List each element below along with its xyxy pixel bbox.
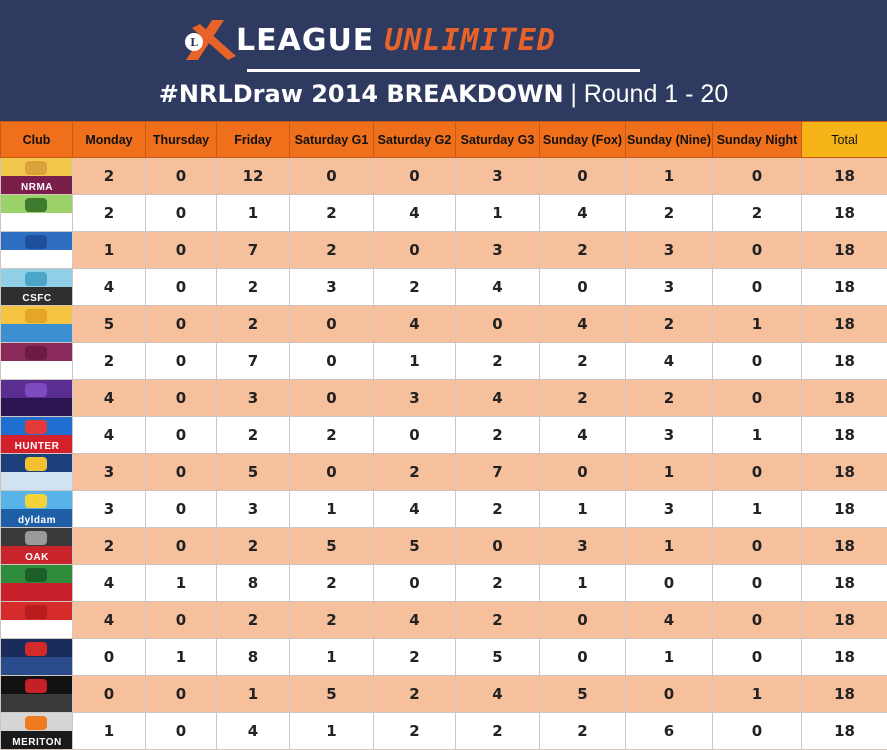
- club-cell: [1, 269, 73, 306]
- club-emblem-icon: [25, 272, 47, 286]
- value-cell: 1: [540, 491, 626, 528]
- value-cell: 0: [713, 602, 802, 639]
- value-cell: 2: [456, 491, 540, 528]
- club-emblem-icon: [25, 568, 47, 582]
- value-cell: 5: [540, 676, 626, 713]
- rabbitohs-logo: [1, 565, 73, 601]
- value-cell: 0: [713, 528, 802, 565]
- value-cell: 1: [73, 232, 146, 269]
- value-cell: 3: [626, 232, 713, 269]
- value-cell: 4: [217, 713, 290, 750]
- value-cell: 0: [290, 306, 374, 343]
- value-cell: 1: [290, 639, 374, 676]
- value-cell: 1: [290, 491, 374, 528]
- value-cell: 0: [713, 269, 802, 306]
- value-cell: 2: [290, 232, 374, 269]
- column-header-thursday: Thursday: [146, 122, 217, 158]
- table-row: [1, 380, 887, 417]
- club-sponsor-text: CSFC: [1, 293, 73, 304]
- value-cell: 2: [456, 417, 540, 454]
- table-row: [1, 676, 887, 713]
- value-cell: 0: [146, 528, 217, 565]
- club-emblem-icon: [25, 457, 47, 471]
- total-cell: 18: [802, 232, 887, 269]
- value-cell: 1: [217, 676, 290, 713]
- value-cell: 4: [456, 269, 540, 306]
- value-cell: 2: [73, 195, 146, 232]
- value-cell: 2: [374, 639, 456, 676]
- table-row: [1, 713, 887, 750]
- dragons-logo: [1, 602, 73, 638]
- value-cell: 8: [217, 565, 290, 602]
- club-emblem-icon: [25, 642, 47, 656]
- total-cell: 18: [802, 676, 887, 713]
- value-cell: 0: [146, 232, 217, 269]
- panthers-logo: [1, 528, 73, 564]
- club-cell: [1, 343, 73, 380]
- value-cell: 0: [290, 454, 374, 491]
- broncos-logo: [1, 158, 73, 194]
- club-emblem-icon: [25, 679, 47, 693]
- value-cell: 0: [713, 565, 802, 602]
- value-cell: 2: [540, 232, 626, 269]
- value-cell: 0: [374, 158, 456, 195]
- sharks-logo: [1, 269, 73, 305]
- value-cell: 2: [217, 417, 290, 454]
- value-cell: 0: [146, 306, 217, 343]
- value-cell: 0: [713, 158, 802, 195]
- value-cell: 0: [374, 232, 456, 269]
- value-cell: 2: [456, 713, 540, 750]
- value-cell: 8: [217, 639, 290, 676]
- value-cell: 0: [713, 454, 802, 491]
- x-mark-icon: [178, 16, 240, 64]
- value-cell: 5: [73, 306, 146, 343]
- club-emblem-icon: [25, 716, 47, 730]
- total-cell: 18: [802, 528, 887, 565]
- value-cell: 0: [456, 528, 540, 565]
- value-cell: 4: [73, 417, 146, 454]
- value-cell: 3: [540, 528, 626, 565]
- total-cell: 18: [802, 417, 887, 454]
- table-body: [1, 158, 887, 750]
- value-cell: 5: [374, 528, 456, 565]
- value-cell: 0: [374, 417, 456, 454]
- warriors-logo: [1, 676, 73, 712]
- svg-text:L: L: [190, 36, 198, 49]
- value-cell: 2: [456, 343, 540, 380]
- value-cell: 0: [146, 343, 217, 380]
- eels-logo: [1, 491, 73, 527]
- bulldogs-logo: [1, 232, 73, 268]
- table-row: [1, 491, 887, 528]
- column-header-club: Club: [1, 122, 73, 158]
- column-header-sunday-night: Sunday Night: [713, 122, 802, 158]
- total-cell: 18: [802, 565, 887, 602]
- cowboys-logo: [1, 454, 73, 490]
- value-cell: 5: [290, 676, 374, 713]
- value-cell: 0: [540, 639, 626, 676]
- knights-logo: [1, 417, 73, 453]
- value-cell: 0: [73, 639, 146, 676]
- club-cell: [1, 306, 73, 343]
- club-emblem-icon: [25, 383, 47, 397]
- value-cell: 0: [146, 713, 217, 750]
- value-cell: 4: [626, 343, 713, 380]
- value-cell: 2: [290, 602, 374, 639]
- club-emblem-icon: [25, 494, 47, 508]
- table-row: [1, 639, 887, 676]
- club-emblem-icon: [25, 198, 47, 212]
- total-cell: 18: [802, 269, 887, 306]
- value-cell: 0: [626, 565, 713, 602]
- value-cell: 0: [540, 158, 626, 195]
- value-cell: 2: [626, 380, 713, 417]
- value-cell: 2: [374, 269, 456, 306]
- value-cell: 0: [290, 158, 374, 195]
- value-cell: 1: [626, 158, 713, 195]
- value-cell: 1: [713, 417, 802, 454]
- table-header-row: [1, 122, 887, 158]
- value-cell: 2: [540, 343, 626, 380]
- club-emblem-icon: [25, 235, 47, 249]
- table-row: [1, 602, 887, 639]
- value-cell: 4: [626, 602, 713, 639]
- column-header-sunday-fox: Sunday (Fox): [540, 122, 626, 158]
- value-cell: 2: [713, 195, 802, 232]
- value-cell: 4: [456, 676, 540, 713]
- value-cell: 2: [374, 454, 456, 491]
- value-cell: 3: [374, 380, 456, 417]
- total-cell: 18: [802, 491, 887, 528]
- value-cell: 1: [374, 343, 456, 380]
- value-cell: 3: [456, 158, 540, 195]
- title-round-range: Round 1 - 20: [584, 80, 729, 108]
- value-cell: 1: [626, 639, 713, 676]
- table-row: [1, 232, 887, 269]
- value-cell: 1: [73, 713, 146, 750]
- value-cell: 3: [217, 380, 290, 417]
- table-row: [1, 454, 887, 491]
- value-cell: 0: [146, 676, 217, 713]
- value-cell: 2: [73, 528, 146, 565]
- value-cell: 0: [290, 380, 374, 417]
- club-sponsor-text: NRMA: [1, 182, 73, 193]
- value-cell: 1: [456, 195, 540, 232]
- value-cell: 1: [146, 639, 217, 676]
- value-cell: 4: [73, 380, 146, 417]
- value-cell: 0: [146, 454, 217, 491]
- total-cell: 18: [802, 639, 887, 676]
- table-row: [1, 343, 887, 380]
- value-cell: 0: [146, 491, 217, 528]
- value-cell: 0: [713, 380, 802, 417]
- page-header: [0, 0, 887, 121]
- value-cell: 0: [146, 195, 217, 232]
- value-cell: 0: [540, 602, 626, 639]
- club-sponsor-text: dyldam: [1, 515, 73, 526]
- value-cell: 0: [146, 602, 217, 639]
- league-unlimited-logo: [178, 16, 556, 64]
- column-header-saturday-g1: Saturday G1: [290, 122, 374, 158]
- value-cell: 2: [217, 602, 290, 639]
- value-cell: 4: [73, 269, 146, 306]
- club-cell: [1, 676, 73, 713]
- value-cell: 4: [374, 195, 456, 232]
- club-sponsor-text: MERITON: [1, 737, 73, 748]
- club-cell: [1, 602, 73, 639]
- titans-logo: [1, 306, 73, 342]
- club-emblem-icon: [25, 346, 47, 360]
- header-divider: [247, 69, 640, 72]
- value-cell: 5: [217, 454, 290, 491]
- draw-breakdown-table: [0, 121, 887, 750]
- club-cell: [1, 158, 73, 195]
- club-cell: [1, 454, 73, 491]
- value-cell: 2: [217, 306, 290, 343]
- value-cell: 1: [540, 565, 626, 602]
- table-row: [1, 528, 887, 565]
- club-cell: [1, 417, 73, 454]
- raiders-logo: [1, 195, 73, 231]
- club-emblem-icon: [25, 420, 47, 434]
- table-row: [1, 269, 887, 306]
- value-cell: 1: [626, 454, 713, 491]
- value-cell: 2: [456, 565, 540, 602]
- club-cell: [1, 380, 73, 417]
- value-cell: 4: [374, 306, 456, 343]
- value-cell: 2: [290, 195, 374, 232]
- value-cell: 4: [73, 602, 146, 639]
- table-row: [1, 306, 887, 343]
- club-cell: [1, 639, 73, 676]
- column-header-saturday-g3: Saturday G3: [456, 122, 540, 158]
- total-cell: 18: [802, 713, 887, 750]
- value-cell: 1: [713, 676, 802, 713]
- page-title: [0, 80, 887, 109]
- value-cell: 4: [540, 417, 626, 454]
- club-cell: [1, 491, 73, 528]
- roosters-logo: [1, 639, 73, 675]
- sea-eagles-logo: [1, 343, 73, 379]
- club-emblem-icon: [25, 309, 47, 323]
- value-cell: 3: [626, 269, 713, 306]
- column-header-friday: Friday: [217, 122, 290, 158]
- value-cell: 0: [540, 269, 626, 306]
- total-cell: 18: [802, 158, 887, 195]
- value-cell: 2: [374, 676, 456, 713]
- storm-logo: [1, 380, 73, 416]
- club-sponsor-text: HUNTER: [1, 441, 73, 452]
- value-cell: 3: [290, 269, 374, 306]
- value-cell: 4: [540, 195, 626, 232]
- column-header-saturday-g2: Saturday G2: [374, 122, 456, 158]
- value-cell: 5: [456, 639, 540, 676]
- value-cell: 3: [626, 491, 713, 528]
- value-cell: 1: [290, 713, 374, 750]
- value-cell: 4: [456, 380, 540, 417]
- value-cell: 3: [217, 491, 290, 528]
- club-cell: [1, 195, 73, 232]
- value-cell: 2: [374, 713, 456, 750]
- value-cell: 2: [217, 269, 290, 306]
- column-header-sunday-nine: Sunday (Nine): [626, 122, 713, 158]
- value-cell: 1: [626, 528, 713, 565]
- club-emblem-icon: [25, 161, 47, 175]
- total-cell: 18: [802, 602, 887, 639]
- value-cell: 2: [540, 713, 626, 750]
- total-cell: 18: [802, 195, 887, 232]
- total-cell: 18: [802, 454, 887, 491]
- total-cell: 18: [802, 343, 887, 380]
- club-sponsor-text: OAK: [1, 552, 73, 563]
- total-cell: 18: [802, 306, 887, 343]
- value-cell: 0: [73, 676, 146, 713]
- value-cell: 2: [290, 565, 374, 602]
- value-cell: 0: [456, 306, 540, 343]
- table-row: [1, 417, 887, 454]
- value-cell: 1: [146, 565, 217, 602]
- value-cell: 0: [713, 232, 802, 269]
- value-cell: 2: [626, 195, 713, 232]
- value-cell: 3: [456, 232, 540, 269]
- value-cell: 7: [217, 343, 290, 380]
- value-cell: 1: [713, 306, 802, 343]
- value-cell: 2: [626, 306, 713, 343]
- table-row: [1, 565, 887, 602]
- table-row: [1, 195, 887, 232]
- value-cell: 3: [626, 417, 713, 454]
- value-cell: 0: [146, 380, 217, 417]
- title-separator: |: [570, 80, 578, 108]
- logo-word-unlimited: UNLIMITED: [384, 23, 556, 58]
- value-cell: 0: [713, 343, 802, 380]
- table-row: [1, 158, 887, 195]
- value-cell: 7: [217, 232, 290, 269]
- value-cell: 0: [146, 158, 217, 195]
- tigers-logo: [1, 713, 73, 749]
- value-cell: 0: [374, 565, 456, 602]
- value-cell: 0: [713, 713, 802, 750]
- column-header-monday: Monday: [73, 122, 146, 158]
- column-header-total: Total: [802, 122, 887, 158]
- value-cell: 5: [290, 528, 374, 565]
- club-cell: [1, 565, 73, 602]
- value-cell: 1: [217, 195, 290, 232]
- value-cell: 4: [540, 306, 626, 343]
- title-bold: #NRLDraw 2014 BREAKDOWN: [159, 80, 564, 108]
- value-cell: 3: [73, 454, 146, 491]
- total-cell: 18: [802, 380, 887, 417]
- club-cell: [1, 528, 73, 565]
- value-cell: 2: [73, 158, 146, 195]
- value-cell: 0: [146, 269, 217, 306]
- value-cell: 2: [290, 417, 374, 454]
- value-cell: 12: [217, 158, 290, 195]
- value-cell: 1: [713, 491, 802, 528]
- value-cell: 0: [626, 676, 713, 713]
- logo-word-league: LEAGUE: [236, 23, 374, 58]
- value-cell: 2: [456, 602, 540, 639]
- club-emblem-icon: [25, 605, 47, 619]
- value-cell: 2: [217, 528, 290, 565]
- club-cell: [1, 232, 73, 269]
- club-cell: [1, 713, 73, 750]
- value-cell: 0: [146, 417, 217, 454]
- value-cell: 3: [73, 491, 146, 528]
- value-cell: 4: [73, 565, 146, 602]
- club-emblem-icon: [25, 531, 47, 545]
- value-cell: 4: [374, 602, 456, 639]
- value-cell: 2: [540, 380, 626, 417]
- value-cell: 0: [540, 454, 626, 491]
- value-cell: 7: [456, 454, 540, 491]
- value-cell: 0: [290, 343, 374, 380]
- value-cell: 0: [713, 639, 802, 676]
- value-cell: 4: [374, 491, 456, 528]
- value-cell: 6: [626, 713, 713, 750]
- value-cell: 2: [73, 343, 146, 380]
